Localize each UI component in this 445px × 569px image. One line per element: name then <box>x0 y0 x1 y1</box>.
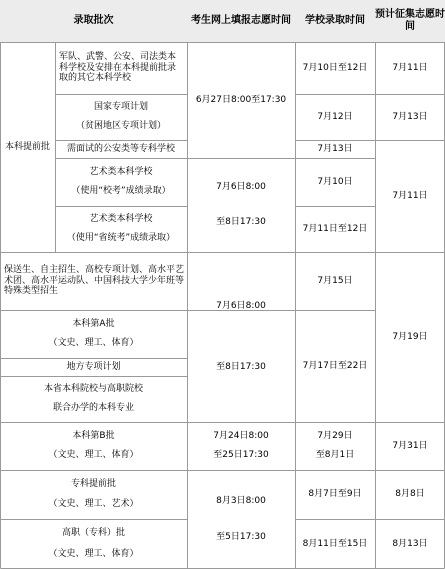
early-row-2-label <box>55 94 187 140</box>
early-row-4-school-text: 7月10日 <box>317 176 353 187</box>
early-art-extra <box>375 140 445 252</box>
early-row-1-label <box>55 42 187 94</box>
early-row-5-note: （使用“省统考”成绩录取） <box>66 233 176 244</box>
middle-row-3-label <box>0 358 187 376</box>
early-online-b-start: 7月6日8:00 <box>216 182 266 193</box>
bottom-row-2-school-text: 8月7日至9日 <box>308 489 362 500</box>
bottom-row-1-online-start: 7月24日8:00 <box>213 430 269 441</box>
early-online-a-text: 6月27日8:00至17:30 <box>195 94 287 105</box>
bottom-row-1-school-start: 7月29日 <box>317 430 353 441</box>
middle-row-1-label <box>0 252 187 310</box>
bottom-row-1-label-text: 本科第B批 <box>72 430 115 441</box>
bottom-row-3-label <box>0 519 187 569</box>
header-extra-time-text: 预计征集志愿时间 <box>375 9 445 32</box>
middle-rest-school <box>295 310 375 422</box>
middle-row-3-label-text: 地方专项计划 <box>66 361 121 372</box>
middle-online-start: 7月6日8:00 <box>216 301 266 312</box>
middle-row-4-note: 联合办学的本科专业 <box>52 403 134 414</box>
early-row-2-school-text: 7月12日 <box>317 111 353 122</box>
early-row-4-label <box>55 158 187 206</box>
header-school-time <box>295 0 375 42</box>
middle-row-2-label <box>0 310 187 358</box>
middle-extra-text: 7月19日 <box>392 331 428 342</box>
middle-online <box>187 252 295 422</box>
middle-extra <box>375 252 445 422</box>
bottom-row-2-note: （文史、理工、艺术） <box>48 499 139 510</box>
early-group-label-text: 本科提前批 <box>4 141 50 152</box>
early-row-3-school <box>295 140 375 158</box>
middle-row-4-label <box>0 376 187 422</box>
header-batch-text: 录取批次 <box>73 15 114 26</box>
bottom-row-3-extra <box>375 519 445 569</box>
bottom-row-3-note: （文史、理工、体育） <box>48 548 139 559</box>
middle-row-1-label-text: 保送生、自主招生、高校专项计划、高水平艺术团、高水平运动队、中国科技大学少年班等特殊类型招生 <box>4 264 185 297</box>
early-row-1-school <box>295 42 375 94</box>
bottom-row-1-school <box>295 422 375 470</box>
bottom-row-2-label <box>0 470 187 519</box>
early-art-extra-text: 7月11日 <box>392 190 428 201</box>
middle-rest-school-text: 7月17日至22日 <box>302 360 368 371</box>
early-row-3-school-text: 7月13日 <box>317 143 353 154</box>
bottom-row-1-online-end: 至25日17:30 <box>213 450 269 461</box>
early-row-2-school <box>295 94 375 140</box>
bottom-row-3-label-text: 高职（专科）批 <box>61 528 125 539</box>
early-group-label <box>0 42 55 252</box>
early-row-2-extra-text: 7月13日 <box>392 111 428 122</box>
bottom-row-2-extra-text: 8月8日 <box>395 489 425 500</box>
early-row-2-label-text: 国家专项计划 <box>93 102 148 113</box>
bottom-row-1-online <box>187 422 295 470</box>
middle-row-2-label-text: 本科第A批 <box>72 318 115 329</box>
early-row-5-school <box>295 206 375 252</box>
bottom-row-2-school <box>295 470 375 519</box>
bottom-row-2-label-text: 专科提前批 <box>70 479 116 490</box>
header-online-time <box>187 0 295 42</box>
early-row-4-school <box>295 158 375 206</box>
bottom-row-3-school-text: 8月11日至15日 <box>302 538 368 549</box>
bottom-row-1-school-end: 至8月1日 <box>315 450 355 461</box>
early-online-b <box>187 158 295 252</box>
bottom-row-2-extra <box>375 470 445 519</box>
bottom-row-1-extra <box>375 422 445 470</box>
early-row-4-note: （使用“校考”成绩录取） <box>71 186 171 197</box>
bottom-row-3-school <box>295 519 375 569</box>
header-online-time-text: 考生网上填报志愿时间 <box>191 15 291 26</box>
bottom-row-1-note: （文史、理工、体育） <box>48 450 139 461</box>
middle-online-end: 至8日17:30 <box>216 361 266 372</box>
bottom-online-end: 至5日17:30 <box>216 532 266 543</box>
early-online-a <box>187 42 295 158</box>
header-extra-time <box>375 0 445 42</box>
early-row-2-extra <box>375 94 445 140</box>
early-row-2-note: （贫困地区专项计划） <box>75 121 166 132</box>
bottom-row-1-label <box>0 422 187 470</box>
middle-row-4-label-text: 本省本科院校与高职院校 <box>43 384 143 395</box>
early-row-3-label <box>55 140 187 158</box>
early-row-3-label-text: 需面试的公安类等专科学校 <box>66 143 175 154</box>
early-row-1-label-text: 军队、武警、公安、司法类本科学校及安排在本科提前批录取的其它本科学校 <box>59 51 177 84</box>
bottom-rows-online <box>187 470 295 569</box>
header-batch <box>0 0 187 42</box>
early-online-b-end: 至8日17:30 <box>216 217 266 228</box>
early-row-5-school-text: 7月11日至12日 <box>302 223 368 234</box>
bottom-row-1-extra-text: 7月31日 <box>392 440 428 451</box>
middle-row-1-school-text: 7月15日 <box>317 275 353 286</box>
bottom-online-start: 8月3日8:00 <box>216 495 266 506</box>
middle-row-2-note: （文史、理工、体育） <box>48 338 139 349</box>
early-row-1-school-text: 7月10日至12日 <box>302 62 368 73</box>
early-row-1-extra <box>375 42 445 94</box>
header-school-time-text: 学校录取时间 <box>305 15 365 26</box>
middle-row-1-school <box>295 252 375 310</box>
early-row-5-label-text: 艺术类本科学校 <box>89 214 153 225</box>
early-row-5-label <box>55 206 187 252</box>
bottom-row-3-extra-text: 8月13日 <box>392 538 428 549</box>
early-row-4-label-text: 艺术类本科学校 <box>89 166 153 177</box>
early-row-1-extra-text: 7月11日 <box>392 62 428 73</box>
